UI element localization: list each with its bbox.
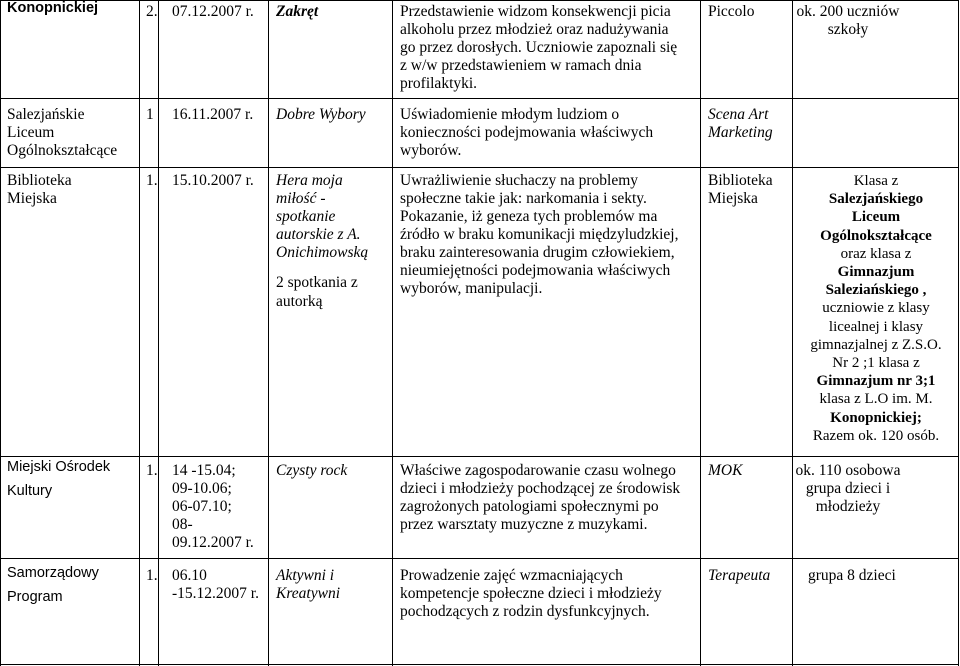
org-line: Samorządowy	[7, 565, 99, 581]
description-line: wyborów.	[400, 142, 462, 159]
participants-line: Klasa z	[853, 173, 899, 189]
org-line: Biblioteka	[7, 172, 72, 189]
description-line: z w/w przedstawieniem w ramach dnia	[400, 57, 642, 74]
row-divider	[0, 664, 958, 665]
description-line: źródło w braku komunikacji międzyludzkiej,	[400, 226, 679, 243]
row-2-date	[172, 106, 253, 124]
row-2-organizer	[7, 106, 117, 160]
date-line: 07.12.2007 r.	[172, 3, 254, 20]
description-line: Prowadzenie zajęć wzmacniających	[400, 567, 623, 584]
row-5-participants	[808, 567, 896, 585]
participants-line: licealnej i klasy	[828, 318, 924, 335]
row-1-title	[276, 3, 318, 21]
row-divider	[0, 167, 958, 168]
row-3-date	[172, 172, 254, 190]
description-line: nieumiejętności podejmowania właściwych	[400, 262, 671, 279]
participants-line: grupa dzieci i	[805, 480, 891, 497]
column-divider	[792, 0, 793, 666]
date-line: 16.11.2007 r.	[172, 106, 254, 123]
description-line: Uwrażliwienie słuchaczy na problemy	[400, 172, 639, 189]
participants-line: oraz klasa z	[840, 245, 912, 262]
row-1-partner	[708, 3, 755, 21]
row-1-date	[172, 3, 254, 21]
description-line: alkoholu przez młodzież oraz nadużywania	[400, 21, 669, 38]
participants-line: szkoły	[827, 21, 869, 38]
participants-line: młodzieży	[815, 498, 881, 515]
partner-line: MOK	[708, 462, 743, 479]
row-3-title	[276, 172, 368, 262]
org-line: Program	[7, 589, 63, 605]
org-line: Miejska	[7, 190, 57, 207]
row-5-date	[172, 567, 259, 603]
column-divider	[700, 0, 701, 666]
description-line: dzieci i młodzieży pochodzącej ze środowisk	[400, 480, 681, 497]
column-divider	[958, 0, 959, 666]
date-line: 08-	[172, 516, 193, 533]
date-line: 09.12.2007 r.	[172, 534, 254, 551]
partner-line: Miejska	[708, 190, 758, 207]
row-3-title-note	[276, 273, 358, 311]
title-line: Zakręt	[276, 3, 319, 20]
org-line: Liceum	[7, 124, 55, 141]
row-1-number: 2.	[146, 3, 158, 20]
date-line: 14 -15.04;	[172, 462, 236, 479]
row-4-description	[400, 462, 680, 534]
partner-line: Terapeuta	[708, 567, 771, 584]
participants-line: Salezjańskiego	[828, 191, 924, 208]
participants-line: uczniowie z klasy	[822, 300, 930, 317]
row-1-description	[400, 3, 677, 93]
title-line: Aktywni i	[276, 567, 335, 584]
date-line: -15.12.2007 r.	[172, 585, 259, 602]
org-line: Ogólnokształcące	[7, 142, 118, 159]
org-line: Kultury	[7, 483, 53, 499]
title-line: Onichimowską	[276, 244, 369, 261]
partner-line: Scena Art	[708, 106, 769, 123]
row-3-description	[400, 172, 679, 298]
title-line: Kreatywni	[276, 585, 341, 602]
org-line: Konopnickiej	[7, 0, 99, 16]
title-line: Dobre Wybory	[276, 106, 366, 123]
participants-line: Gimnazjum	[837, 264, 915, 281]
partner-line: Piccolo	[708, 3, 755, 20]
title-line: spotkanie	[276, 208, 336, 225]
partner-line: Biblioteka	[708, 172, 773, 189]
column-divider	[158, 0, 159, 666]
participants-line: gimnazjalnej z Z.S.O.	[810, 336, 942, 353]
row-5-description	[400, 567, 662, 621]
description-line: pochodzących z rodzin dysfunkcyjnych.	[400, 603, 650, 620]
row-2-partner	[708, 106, 773, 142]
title-note-line: 2 spotkania z	[276, 274, 358, 291]
description-line: Uświadomienie młodym ludziom o	[400, 106, 620, 123]
row-divider	[0, 456, 958, 457]
date-line: 06.10	[172, 567, 207, 584]
description-line: wyborów, manipulacji.	[400, 280, 543, 297]
participants-line: ok. 200 uczniów	[796, 3, 900, 20]
org-line: Salezjańskie	[7, 106, 85, 123]
row-4-title	[276, 462, 347, 480]
row-divider	[0, 98, 958, 99]
row-4-date	[172, 462, 254, 552]
date-line: 09-10.06;	[172, 480, 232, 497]
column-divider	[268, 0, 269, 666]
participants-line: ok. 110 osobowa	[795, 462, 901, 479]
participants-line: Nr 2 ;1 klasa z	[832, 355, 920, 372]
row-3-number: 1.	[146, 172, 158, 189]
title-line: Czysty rock	[276, 462, 348, 479]
participants-line: Konopnickiej;	[830, 409, 922, 426]
column-divider	[0, 0, 1, 666]
description-line: kompetencje społeczne dzieci i młodzieży	[400, 585, 662, 602]
participants-line: Saleziańskiego ,	[825, 282, 927, 299]
title-line: autorskie z A.	[276, 226, 361, 243]
participants-line: grupa 8 dzieci	[808, 567, 896, 584]
title-line: miłość -	[276, 190, 326, 207]
description-line: go przez dorosłych. Uczniowie zapoznali się	[400, 39, 678, 56]
column-divider	[139, 0, 140, 666]
description-line: przez warsztaty muzyczne z muzykami.	[400, 516, 648, 533]
column-divider	[392, 0, 393, 666]
row-1-participants	[794, 3, 902, 39]
participants-line: Razem ok. 120 osób.	[812, 427, 940, 444]
row-divider	[0, 0, 958, 1]
row-1-organizer	[7, 0, 98, 20]
description-line: braku zainteresowania drugim człowiekiem,	[400, 244, 675, 261]
row-5-organizer	[7, 561, 99, 609]
row-2-description	[400, 106, 653, 160]
description-line: profilaktyki.	[400, 75, 478, 92]
row-4-organizer	[7, 455, 110, 503]
description-line: Właściwe zagospodarowanie czasu wolnego	[400, 462, 676, 479]
org-line: Miejski Ośrodek	[7, 459, 111, 475]
row-5-number: 1.	[146, 567, 158, 584]
description-line: społeczne takie jak: narkomania i sekty.	[400, 190, 647, 207]
partner-line: Marketing	[708, 124, 773, 141]
row-2-title	[276, 106, 366, 124]
row-4-partner	[708, 462, 742, 480]
row-3-partner	[708, 172, 773, 208]
row-3-organizer	[7, 172, 72, 208]
row-3-participants	[794, 172, 958, 445]
row-5-partner	[708, 567, 770, 585]
participants-line: Gimnazjum nr 3;1	[816, 373, 936, 390]
description-line: Przedstawienie widzom konsekwencji picia	[400, 3, 671, 20]
description-line: zagrożonych patologiami społecznymi po	[400, 498, 659, 515]
description-line: Pokazanie, iż geneza tych problemów ma	[400, 208, 658, 225]
row-divider	[0, 558, 958, 559]
title-line: Hera moja	[276, 172, 343, 189]
participants-line: Liceum	[851, 209, 901, 226]
row-4-number: 1.	[146, 462, 158, 479]
row-2-number: 1	[146, 106, 154, 123]
row-4-participants	[794, 462, 902, 516]
description-line: konieczności podejmowania właściwych	[400, 124, 654, 141]
participants-line: Ogólnokształcące	[820, 227, 932, 244]
row-5-title	[276, 567, 340, 603]
participants-line: klasa z L.O im. M.	[819, 391, 933, 408]
title-note-line: autorką	[276, 293, 323, 310]
date-line: 06-07.10;	[172, 498, 232, 515]
date-line: 15.10.2007 r.	[172, 172, 254, 189]
